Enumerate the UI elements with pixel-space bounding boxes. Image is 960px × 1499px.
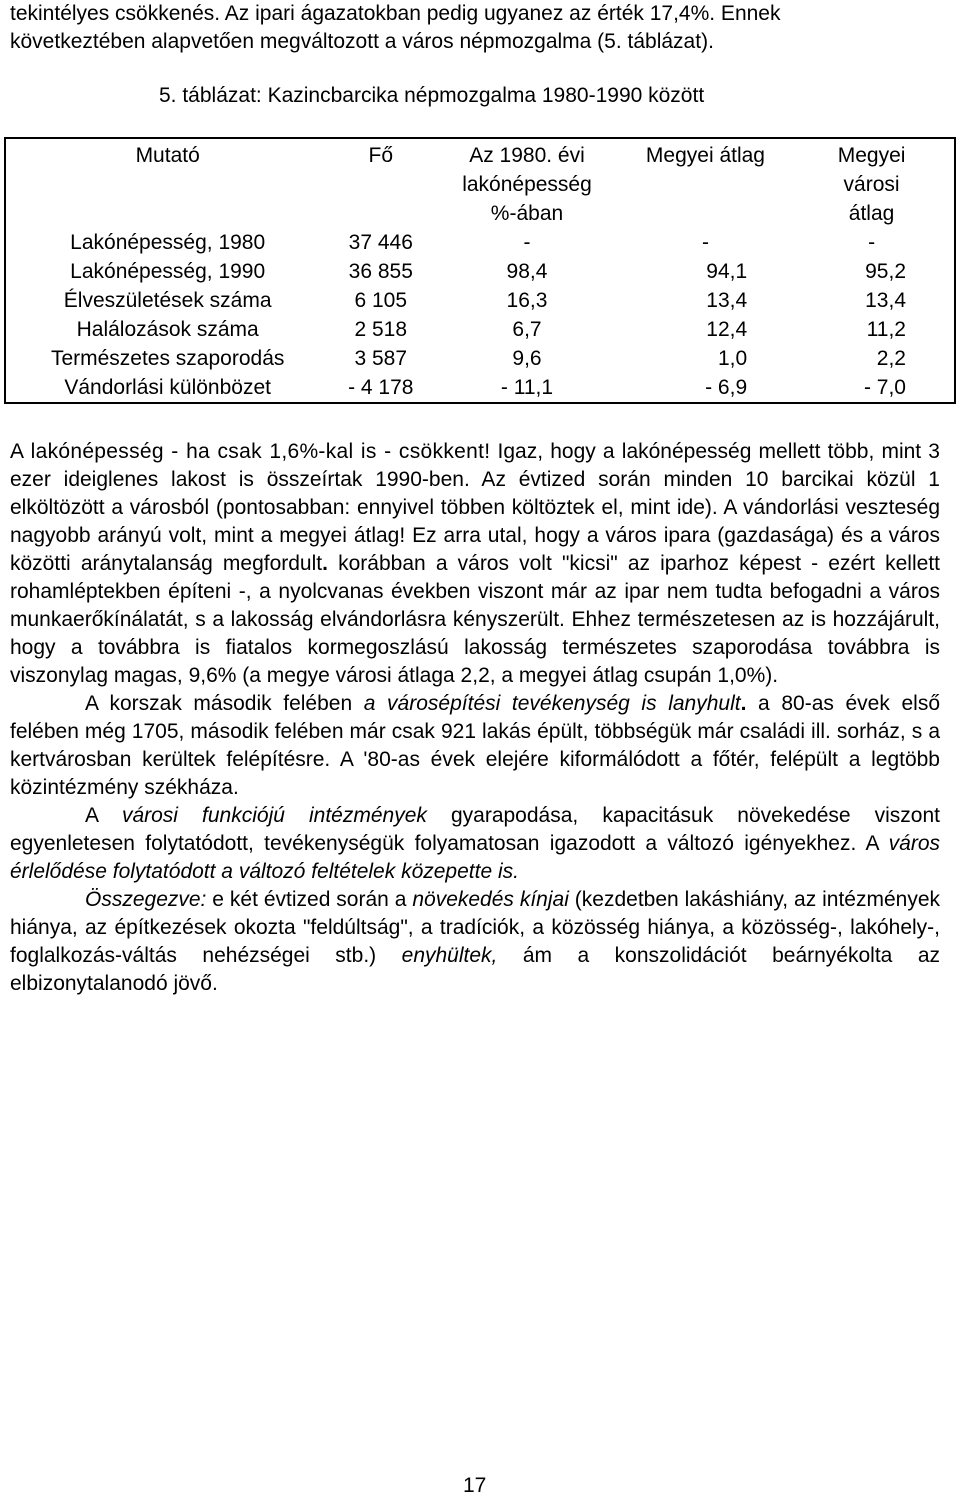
table-cell: 6 105 [354,289,408,312]
table-cell: Lakónépesség, 1990 [70,260,266,283]
sentence: Ehhez természetesen az is hozzájárult, hogy a továbbra is fiatalos kormegoszlású lakosság természetes szaporodása továbbra is viszonylag magas, 9,6% (a megye városi átlaga 2,2, a megyei átlag csupán 1,0%). [10,608,941,687]
table-cell: 2,2 [876,347,906,370]
intro-line: tekintélyes csökkenés. Az ipari ágazatokban pedig ugyanez az érték 17,4%. Ennek [10,2,781,25]
table-cell: - 7,0 [863,376,906,399]
text-run: ám a konszolidációt beárnyékolta az elbizonytalanodó jövő. [10,944,940,995]
bold-period: . [740,692,747,715]
table-cell: 95,2 [865,260,906,283]
paragraph-housing [10,690,940,802]
table-cell: 12,4 [706,318,748,341]
header-cell: Mutató [135,144,200,167]
text-run: e két évtized során a [206,888,413,911]
italic-phrase: város érlelődése folytatódott a változó feltételek közepette is. [10,832,940,883]
table-cell: 3 587 [354,347,408,370]
table-cell: Halálozások száma [76,318,259,341]
text-run: A [856,832,889,855]
sentence: Igaz, hogy a lakónépesség mellett több, mint 3 ezer ideiglenes lakost is összeírtak 1990-ben. [10,440,940,491]
table-cell: 13,4 [865,289,906,312]
table-caption: 5. táblázat: Kazincbarcika népmozgalma 1980-1990 között [159,84,705,107]
italic-phrase: a városépítési tevékenység is lanyhult [363,692,741,715]
table-row [5,315,955,344]
table-cell: 16,3 [506,289,548,312]
italic-phrase: növekedés kínjai [412,888,569,911]
bold-period: . [322,552,328,575]
table-row [5,373,955,403]
sentence: korábban a város volt "kicsi" az iparhoz képest - ezért kellett rohamléptekben építeni -, a nyolcvanas években viszont már az ipar nem tudta befogadni a város munkaerőkínálatát, s a lakosság elvándorlásra kényszerült. [10,552,940,631]
table-cell: 13,4 [706,289,748,312]
header-cell: Megyei átlag [645,144,765,167]
sentence: Az évtized során minden 10 barcikai közül 1 elköltözött a városból (pontosabban: ennyivel többen költöztek el, mint ide). [10,468,940,519]
paragraph-summary [10,886,940,998]
table-cell: 11,2 [866,318,906,341]
table-cell: 9,6 [512,347,542,370]
table-row [5,228,955,257]
population-table [4,137,956,404]
intro-line: következtében alapvetően megváltozott a város népmozgalma (5. táblázat). [10,30,714,53]
table-cell: 36 855 [348,260,413,283]
table-cell: - 4 178 [348,376,414,399]
text-run: A korszak második felében [85,692,364,715]
table-header-row [5,138,955,228]
table-row [5,257,955,286]
table-cell: Lakónépesség, 1980 [70,231,266,254]
sentence: Ez arra utal, hogy a város ipara (gazdasága) és a város közötti aránytalanság megfordult [10,524,940,575]
text-run: A [85,804,122,827]
sentence: A vándorlási veszteség nagyobb arányú volt, mint a megyei átlag! [10,496,941,547]
italic-phrase: városi funkciójú intézmények [121,804,427,827]
header-cell: Megyei városi átlag [837,144,906,225]
text-run: (kezdetben lakáshiány, az intézmények hiánya, az építkezések okozta "feldúltság", a tradíciók, a közösség hiánya, a közösség-, lakóhely-, foglalkozás-váltás nehézségei stb.) [10,888,941,967]
text-run: a 80-as évek első felében még 1705, második felében már csak 921 lakás épült, többségük már családi ill. sorház, s a kertvárosban kerültek felépítésre. [10,692,940,771]
header-cell: Az 1980. évi lakónépesség %-ában [462,144,592,225]
table-cell: Vándorlási különbözet [64,376,271,399]
page-number: 17 [463,1474,487,1497]
table-cell: 94,1 [706,260,748,283]
table-cell: - 11,1 [500,376,554,399]
table-cell: 98,4 [506,260,548,283]
header-cell: Fő [368,144,394,167]
table-row [5,286,955,315]
body-text [10,438,940,998]
text-run: A '80-as évek elejére kiformálódott a főtér, felépült a legtöbb közintézmény székháza. [10,748,940,799]
intro-paragraph [10,0,940,56]
paragraph-migration [10,438,940,690]
table-cell: - [523,231,531,254]
table-cell: 6,7 [512,318,542,341]
table-cell: 2 518 [354,318,408,341]
paragraph-institutions [10,802,940,886]
table-cell: 1,0 [717,347,748,370]
table-cell: - [868,231,876,254]
sentence: A lakónépesség - ha csak 1,6%-kal is - csökkent! [10,440,491,463]
table-cell: 37 446 [348,231,413,254]
table-row [5,344,955,373]
table-cell: - [701,231,709,254]
italic-phrase: Összegezve: [85,888,207,911]
table-cell: Természetes szaporodás [50,347,285,370]
table-cell: - 6,9 [705,376,748,399]
text-run: gyarapodása, kapacitásuk növekedése viszont egyenletesen folytatódott, tevékenységük folyamatosan igazodott a változó igényekhez. [10,804,940,855]
italic-phrase: enyhültek, [376,944,498,967]
table-cell: Élveszületések száma [63,289,272,312]
